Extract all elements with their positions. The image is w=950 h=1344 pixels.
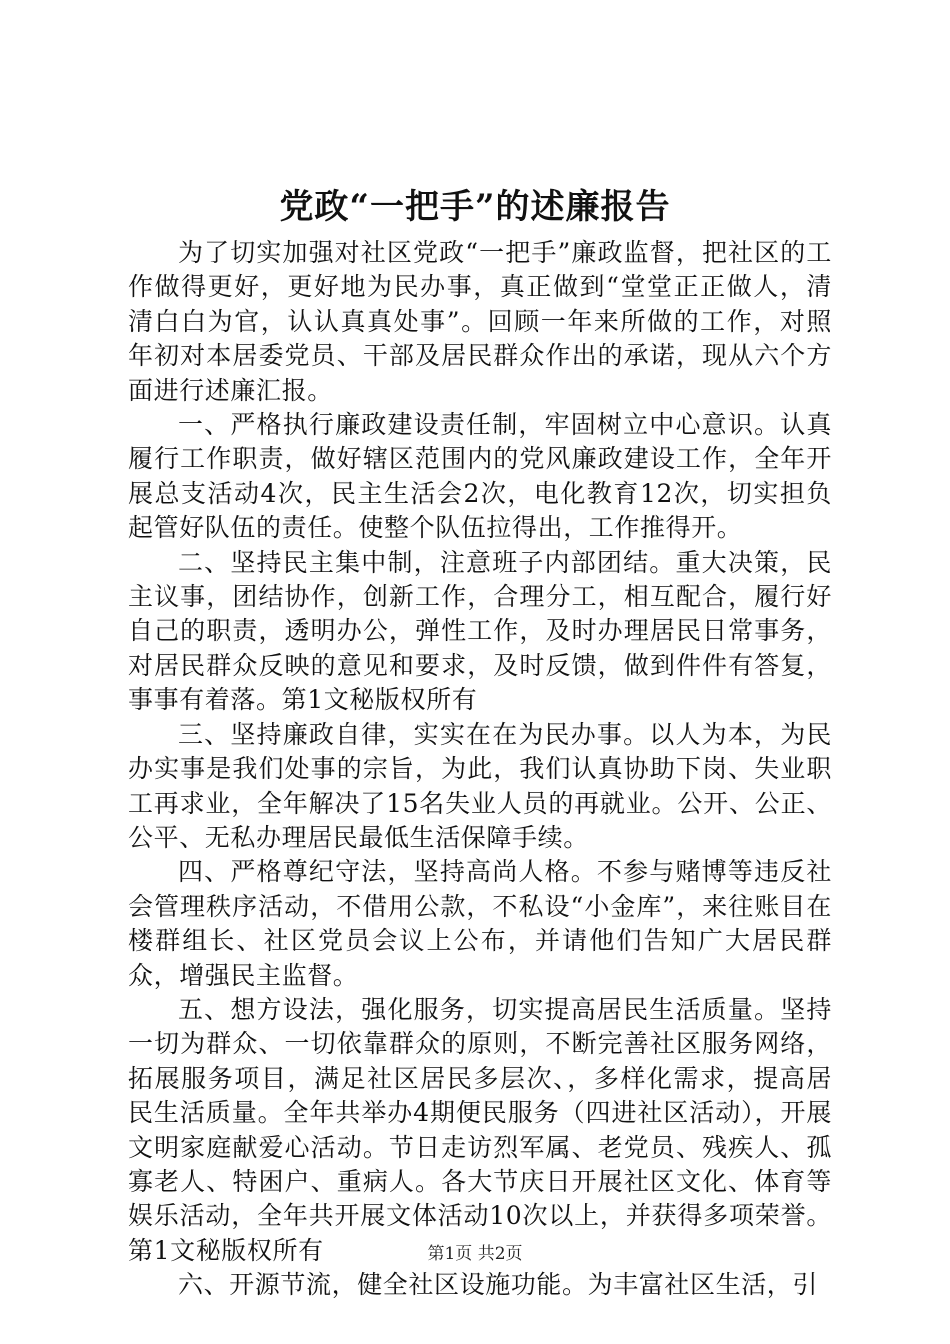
paragraph-section-5: 五、想方设法，强化服务，切实提高居民生活质量。坚持一切为群众、一切依靠群众的原则，不断完善社区服务网络，拓展服务项目，满足社区居民多层次、，多样化需求，提高居民生活质量。全年共举办4期便民服务（四进社区活动），开展文明家庭献爱心活动。节日走访烈军属、老党员、残疾人、孤寡老人、特困户、重病人。各大节庆日开展社区文化、体育等娱乐活动，全年共开展文体活动10次以上，并获得多项荣誉。第1文秘版权所有 <box>128 994 832 1265</box>
paragraph-section-2: 二、坚持民主集中制，注意班子内部团结。重大决策，民主议事，团结协作，创新工作，合理分工，相互配合，履行好自己的职责，透明办公，弹性工作，及时办理居民日常事务，对居民群众反映的意见和要求，及时反馈，做到件件有答复，事事有着落。第1文秘版权所有 <box>128 547 832 715</box>
paragraph-intro: 为了切实加强对社区党政“一把手”廉政监督，把社区的工作做得更好，更好地为民办事，真正做到“堂堂正正做人，清清白白为官，认认真真处事”。回顾一年来所做的工作，对照年初对本居委党员、干部及居民群众作出的承诺，现从六个方面进行述廉汇报。 <box>128 238 832 405</box>
paragraph-section-1: 一、严格执行廉政建设责任制，牢固树立中心意识。认真履行工作职责，做好辖区范围内的党风廉政建设工作，全年开展总支活动4次，民主生活会2次，电化教育12次，切实担负起管好队伍的责任。使整个队伍拉得出，工作推得开。 <box>128 410 832 543</box>
document-title: 党政“一把手”的述廉报告 <box>279 187 671 227</box>
paragraph-section-3: 三、坚持廉政自律，实实在在为民办事。以人为本，为民办实事是我们处事的宗旨，为此，我们认真协助下岗、失业职工再求业，全年解决了15名失业人员的再就业。公开、公正、公平、无私办理居民最低生活保障手续。 <box>128 719 832 852</box>
paragraph-section-4: 四、严格尊纪守法，坚持高尚人格。不参与赌博等违反社会管理秩序活动，不借用公款，不私设“小金库”，来往账目在楼群组长、社区党员会议上公布，并请他们告知广大居民群众，增强民主监督。 <box>128 857 832 990</box>
paragraph-section-6: 六、开源节流，健全社区设施功能。为丰富社区生活，引 <box>178 1270 819 1300</box>
page-number-footer: 第1页 共2页 <box>427 1244 523 1264</box>
document-body <box>128 236 832 1303</box>
